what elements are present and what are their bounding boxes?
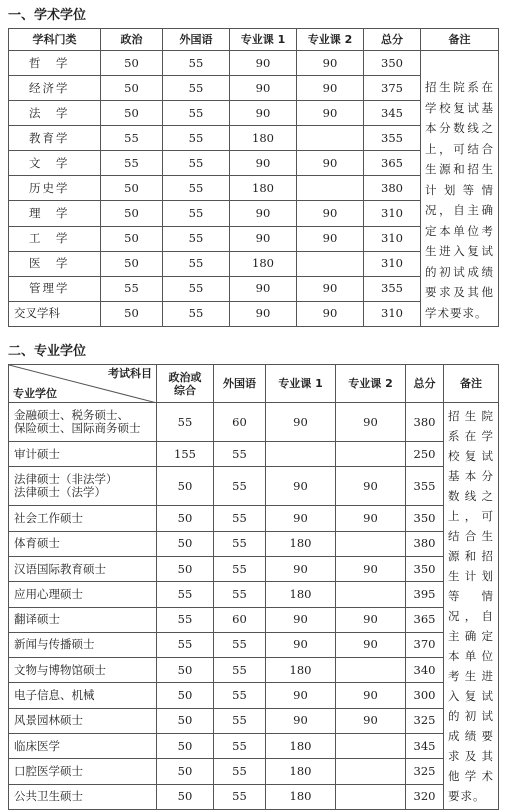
header-corner-cell	[9, 365, 157, 403]
total-score: 380	[364, 176, 421, 201]
degree-name: 金融硕士、税务硕士、 保险硕士、国际商务硕士	[9, 403, 157, 442]
course-1-score: 90	[266, 632, 336, 657]
politics-score: 50	[101, 301, 163, 326]
degree-name: 汉语国际教育硕士	[9, 557, 157, 582]
politics-score: 55	[157, 632, 214, 657]
foreign-language-score: 55	[214, 759, 266, 784]
course-2-score: 90	[336, 607, 406, 632]
degree-name: 体育硕士	[9, 531, 157, 556]
degree-name: 电子信息、机械	[9, 683, 157, 708]
table-row	[9, 403, 499, 442]
corner-label-degree: 专业学位	[13, 387, 57, 400]
discipline-name: 管理学	[9, 276, 101, 301]
politics-score: 50	[101, 76, 163, 101]
discipline-name: 工 学	[9, 226, 101, 251]
degree-name: 口腔医学硕士	[9, 759, 157, 784]
discipline-name: 法 学	[9, 101, 101, 126]
course-2-score: 90	[297, 201, 364, 226]
header-course-1: 专业课 1	[266, 365, 336, 403]
table-row	[9, 607, 499, 632]
foreign-language-score: 60	[214, 403, 266, 442]
course-2-score: 90	[336, 557, 406, 582]
foreign-language-score: 55	[163, 126, 230, 151]
total-score: 325	[406, 708, 444, 733]
course-1-score: 90	[266, 683, 336, 708]
politics-score: 55	[101, 126, 163, 151]
discipline-name: 文 学	[9, 151, 101, 176]
table-row	[9, 531, 499, 556]
header-total: 总分	[406, 365, 444, 403]
course-2-score	[336, 733, 406, 758]
table-row	[9, 51, 499, 76]
total-score: 345	[364, 101, 421, 126]
total-score: 355	[364, 126, 421, 151]
foreign-language-score: 55	[214, 658, 266, 683]
course-2-score	[297, 251, 364, 276]
foreign-language-score: 55	[214, 632, 266, 657]
course-1-score: 90	[266, 506, 336, 531]
professional-header-row	[9, 365, 499, 403]
discipline-name: 经济学	[9, 76, 101, 101]
course-2-score: 90	[297, 151, 364, 176]
header-discipline: 学科门类	[9, 29, 101, 51]
foreign-language-score: 55	[163, 226, 230, 251]
politics-score: 50	[157, 733, 214, 758]
politics-score: 55	[157, 582, 214, 607]
course-2-score: 90	[297, 226, 364, 251]
course-2-score: 90	[336, 467, 406, 506]
course-2-score: 90	[297, 51, 364, 76]
table-row	[9, 683, 499, 708]
total-score: 340	[406, 658, 444, 683]
course-2-score: 90	[336, 632, 406, 657]
foreign-language-score: 55	[214, 708, 266, 733]
politics-score: 50	[101, 51, 163, 76]
course-1-score: 90	[230, 76, 297, 101]
total-score: 380	[406, 531, 444, 556]
politics-score: 50	[157, 784, 214, 809]
total-score: 370	[406, 632, 444, 657]
foreign-language-score: 55	[214, 683, 266, 708]
foreign-language-score: 55	[214, 582, 266, 607]
foreign-language-score: 55	[214, 784, 266, 809]
total-score: 310	[364, 226, 421, 251]
politics-score: 50	[157, 658, 214, 683]
course-2-score	[297, 176, 364, 201]
total-score: 350	[406, 506, 444, 531]
course-1-score: 90	[266, 708, 336, 733]
course-2-score	[297, 126, 364, 151]
politics-score: 55	[157, 403, 214, 442]
foreign-language-score: 55	[163, 276, 230, 301]
table-row	[9, 632, 499, 657]
politics-score: 50	[101, 101, 163, 126]
foreign-language-score: 55	[163, 101, 230, 126]
degree-name: 公共卫生硕士	[9, 784, 157, 809]
degree-name: 社会工作硕士	[9, 506, 157, 531]
degree-name: 临床医学	[9, 733, 157, 758]
course-1-score: 90	[230, 51, 297, 76]
foreign-language-score: 55	[163, 301, 230, 326]
foreign-language-score: 55	[163, 176, 230, 201]
politics-score: 50	[157, 557, 214, 582]
course-2-score	[336, 582, 406, 607]
corner-label-subjects: 考试科目	[108, 367, 152, 380]
course-1-score: 90	[266, 403, 336, 442]
degree-name: 翻译硕士	[9, 607, 157, 632]
header-total: 总分	[364, 29, 421, 51]
total-score: 320	[406, 784, 444, 809]
politics-score: 50	[157, 467, 214, 506]
politics-score: 50	[157, 683, 214, 708]
course-1-score: 90	[230, 101, 297, 126]
remarks-note: 招生院系在学校复试基本分数线之上，可结合生源和招生计划等情况，自主确定本单位考生进入复试的初试成绩要求及其他学术要求。	[421, 51, 499, 327]
header-course-1: 专业课 1	[230, 29, 297, 51]
degree-name: 文物与博物馆硕士	[9, 658, 157, 683]
course-1-score: 180	[266, 582, 336, 607]
table-row	[9, 759, 499, 784]
course-2-score: 90	[297, 276, 364, 301]
foreign-language-score: 55	[214, 557, 266, 582]
politics-score: 50	[157, 531, 214, 556]
table-row	[9, 506, 499, 531]
foreign-language-score: 55	[214, 467, 266, 506]
degree-name: 法律硕士（非法学） 法律硕士（法学）	[9, 467, 157, 506]
course-1-score: 180	[266, 784, 336, 809]
politics-score: 155	[157, 442, 214, 467]
course-2-score: 90	[297, 76, 364, 101]
course-1-score: 90	[230, 276, 297, 301]
total-score: 375	[364, 76, 421, 101]
total-score: 365	[406, 607, 444, 632]
discipline-name: 交叉学科	[9, 301, 101, 326]
table-row	[9, 658, 499, 683]
table-row	[9, 557, 499, 582]
politics-score: 50	[101, 201, 163, 226]
foreign-language-score: 55	[163, 151, 230, 176]
total-score: 310	[364, 301, 421, 326]
foreign-language-score: 55	[214, 531, 266, 556]
foreign-language-score: 60	[214, 607, 266, 632]
politics-score: 50	[101, 226, 163, 251]
header-course-2: 专业课 2	[336, 365, 406, 403]
total-score: 250	[406, 442, 444, 467]
politics-score: 50	[101, 176, 163, 201]
discipline-name: 历史学	[9, 176, 101, 201]
degree-name: 审计硕士	[9, 442, 157, 467]
total-score: 365	[364, 151, 421, 176]
academic-header-row	[9, 29, 499, 51]
course-2-score: 90	[297, 301, 364, 326]
politics-score: 50	[157, 506, 214, 531]
course-2-score	[336, 442, 406, 467]
professional-table	[8, 364, 499, 810]
table-row	[9, 708, 499, 733]
course-1-score: 90	[230, 226, 297, 251]
header-foreign-language: 外国语	[214, 365, 266, 403]
table-row	[9, 442, 499, 467]
foreign-language-score: 55	[214, 733, 266, 758]
course-1-score: 90	[266, 467, 336, 506]
course-2-score: 90	[336, 506, 406, 531]
academic-table	[8, 28, 499, 327]
politics-score: 50	[101, 251, 163, 276]
discipline-name: 理 学	[9, 201, 101, 226]
course-1-score: 90	[266, 557, 336, 582]
discipline-name: 医 学	[9, 251, 101, 276]
table-row	[9, 467, 499, 506]
discipline-name: 教育学	[9, 126, 101, 151]
foreign-language-score: 55	[163, 251, 230, 276]
politics-score: 55	[157, 607, 214, 632]
foreign-language-score: 55	[163, 51, 230, 76]
header-course-2: 专业课 2	[297, 29, 364, 51]
foreign-language-score: 55	[163, 76, 230, 101]
course-1-score: 180	[266, 759, 336, 784]
degree-name: 应用心理硕士	[9, 582, 157, 607]
course-1-score: 180	[266, 531, 336, 556]
total-score: 310	[364, 251, 421, 276]
header-politics: 政治	[101, 29, 163, 51]
section-title-professional: 二、专业学位	[8, 344, 87, 359]
section-title-academic: 一、学术学位	[8, 8, 87, 23]
degree-name: 新闻与传播硕士	[9, 632, 157, 657]
course-2-score: 90	[336, 708, 406, 733]
header-foreign-language: 外国语	[163, 29, 230, 51]
header-remarks: 备注	[444, 365, 499, 403]
course-1-score: 90	[230, 151, 297, 176]
course-2-score: 90	[336, 683, 406, 708]
course-2-score	[336, 759, 406, 784]
course-2-score: 90	[336, 403, 406, 442]
course-1-score: 180	[230, 176, 297, 201]
politics-score: 50	[157, 708, 214, 733]
course-1-score: 180	[230, 251, 297, 276]
course-1-score	[266, 442, 336, 467]
course-2-score	[336, 658, 406, 683]
course-1-score: 180	[266, 733, 336, 758]
header-remarks: 备注	[421, 29, 499, 51]
politics-score: 50	[157, 759, 214, 784]
course-1-score: 90	[266, 607, 336, 632]
discipline-name: 哲 学	[9, 51, 101, 76]
total-score: 355	[406, 467, 444, 506]
total-score: 380	[406, 403, 444, 442]
total-score: 325	[406, 759, 444, 784]
total-score: 300	[406, 683, 444, 708]
politics-score: 55	[101, 151, 163, 176]
foreign-language-score: 55	[214, 442, 266, 467]
course-2-score: 90	[297, 101, 364, 126]
course-2-score	[336, 531, 406, 556]
total-score: 395	[406, 582, 444, 607]
table-row	[9, 582, 499, 607]
remarks-note: 招生院系在学校复试基本分数线之上，可结合生源和招生计划等情况，自主确定本单位考生进入复试的初试成绩要求及其他学术要求。	[444, 403, 499, 810]
total-score: 310	[364, 201, 421, 226]
total-score: 345	[406, 733, 444, 758]
course-1-score: 180	[266, 658, 336, 683]
total-score: 350	[364, 51, 421, 76]
course-1-score: 90	[230, 201, 297, 226]
header-politics-or-comprehensive: 政治或 综合	[157, 365, 214, 403]
course-1-score: 180	[230, 126, 297, 151]
total-score: 350	[406, 557, 444, 582]
foreign-language-score: 55	[214, 506, 266, 531]
table-row	[9, 733, 499, 758]
degree-name: 风景园林硕士	[9, 708, 157, 733]
total-score: 355	[364, 276, 421, 301]
politics-score: 55	[101, 276, 163, 301]
course-1-score: 90	[230, 301, 297, 326]
foreign-language-score: 55	[163, 201, 230, 226]
